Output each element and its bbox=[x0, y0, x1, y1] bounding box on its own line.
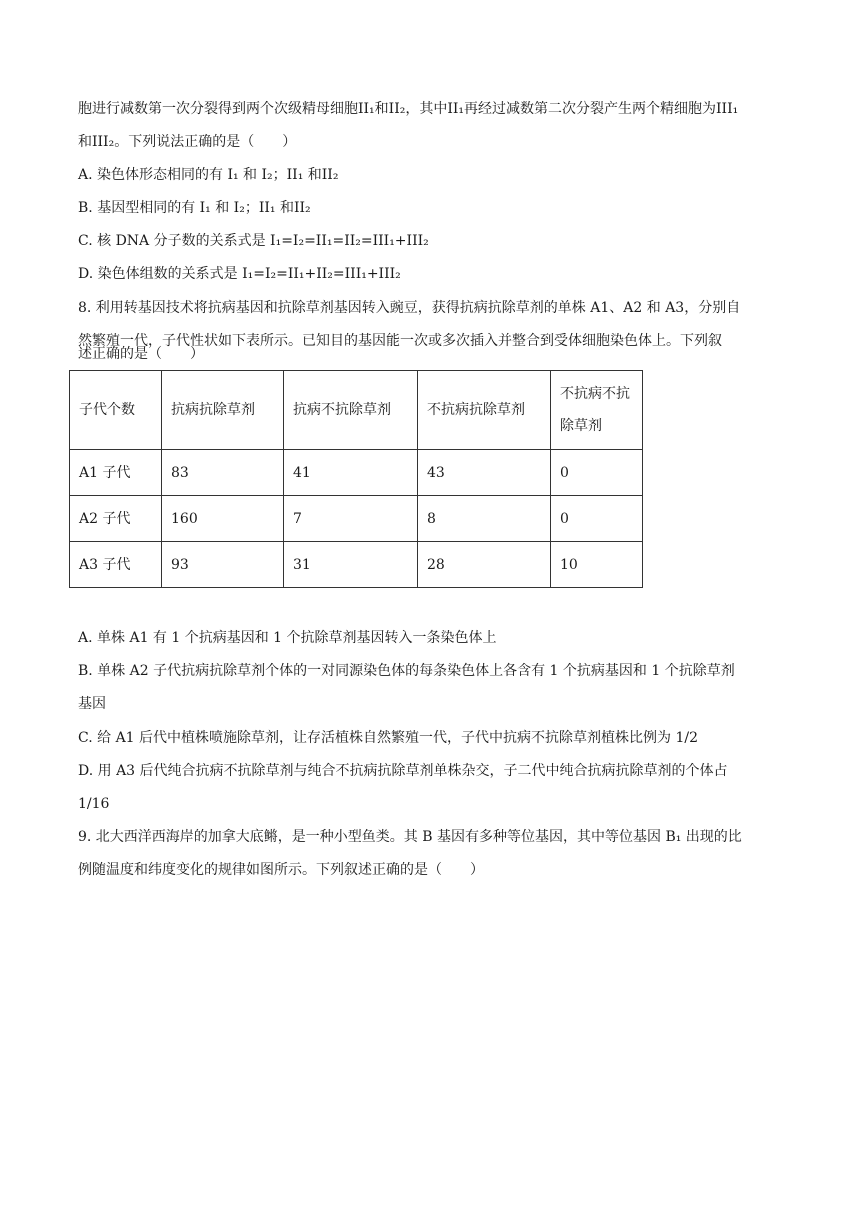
table-header-cell: 抗病不抗除草剂 bbox=[284, 371, 418, 450]
q7-option-d: D. 染色体组数的关系式是 I₁=I₂=II₁+II₂=III₁+III₂ bbox=[78, 266, 401, 282]
q8-option-a: A. 单株 A1 有 1 个抗病基因和 1 个抗除草剂基因转入一条染色体上 bbox=[78, 630, 497, 646]
table-row bbox=[70, 542, 643, 588]
q8-option-b-cont: 基因 bbox=[78, 696, 106, 712]
table-cell: 28 bbox=[418, 542, 551, 588]
table-cell: 83 bbox=[162, 450, 284, 496]
q8-stem-line-1: 8. 利用转基因技术将抗病基因和抗除草剂基因转入豌豆，获得抗病抗除草剂的单株 A1、A2 和 A3，分别自 bbox=[78, 300, 741, 316]
table-cell: 10 bbox=[551, 542, 643, 588]
table-header-cell: 子代个数 bbox=[70, 371, 162, 450]
table-cell: 7 bbox=[284, 496, 418, 542]
table-row bbox=[70, 496, 643, 542]
q8-option-d-cont: 1/16 bbox=[78, 796, 110, 812]
q8-option-b: B. 单株 A2 子代抗病抗除草剂个体的一对同源染色体的每条染色体上各含有 1 个抗病基因和 1 个抗除草剂 bbox=[78, 663, 735, 679]
table-cell: A3 子代 bbox=[70, 542, 162, 588]
table-header-row bbox=[70, 371, 643, 450]
table-cell: 0 bbox=[551, 496, 643, 542]
table-cell: 43 bbox=[418, 450, 551, 496]
q8-stem-line-3: 述正确的是（ ） bbox=[78, 346, 204, 362]
intro-line-1: 胞进行减数第一次分裂得到两个次级精母细胞II₁和II₂，其中II₁再经过减数第二次分裂产生两个精细胞为III₁ bbox=[78, 101, 739, 117]
table-cell: A1 子代 bbox=[70, 450, 162, 496]
table-cell: 31 bbox=[284, 542, 418, 588]
table-header-cell: 不抗病抗除草剂 bbox=[418, 371, 551, 450]
table-cell: 0 bbox=[551, 450, 643, 496]
q7-option-a: A. 染色体形态相同的有 I₁ 和 I₂；II₁ 和II₂ bbox=[78, 167, 339, 183]
q7-option-c: C. 核 DNA 分子数的关系式是 I₁=I₂=II₁=II₂=III₁+III₂ bbox=[78, 233, 429, 249]
table-cell: 8 bbox=[418, 496, 551, 542]
q7-option-b: B. 基因型相同的有 I₁ 和 I₂；II₁ 和II₂ bbox=[78, 200, 311, 216]
table-cell: 160 bbox=[162, 496, 284, 542]
q8-stem-line-2: 然繁殖一代，子代性状如下表所示。已知目的基因能一次或多次插入并整合到受体细胞染色体上。下列叙 bbox=[78, 333, 722, 349]
intro-line-2: 和III₂。下列说法正确的是（ ） bbox=[78, 134, 297, 150]
q9-stem-line-2: 例随温度和纬度变化的规律如图所示。下列叙述正确的是（ ） bbox=[78, 862, 484, 878]
table-cell: 93 bbox=[162, 542, 284, 588]
table-row bbox=[70, 450, 643, 496]
table-header-cell: 不抗病不抗除草剂 bbox=[551, 371, 643, 450]
q8-option-c: C. 给 A1 后代中植株喷施除草剂，让存活植株自然繁殖一代，子代中抗病不抗除草剂植株比例为 1/2 bbox=[78, 730, 699, 746]
table-cell: A2 子代 bbox=[70, 496, 162, 542]
q8-option-d: D. 用 A3 后代纯合抗病不抗除草剂与纯合不抗病抗除草剂单株杂交，子二代中纯合抗病抗除草剂的个体占 bbox=[78, 763, 728, 779]
table-header-cell: 抗病抗除草剂 bbox=[162, 371, 284, 450]
offspring-table bbox=[69, 370, 643, 588]
q9-stem-line-1: 9. 北大西洋西海岸的加拿大底鳉，是一种小型鱼类。其 B 基因有多种等位基因，其中等位基因 B₁ 出现的比 bbox=[78, 829, 742, 845]
table-cell: 41 bbox=[284, 450, 418, 496]
